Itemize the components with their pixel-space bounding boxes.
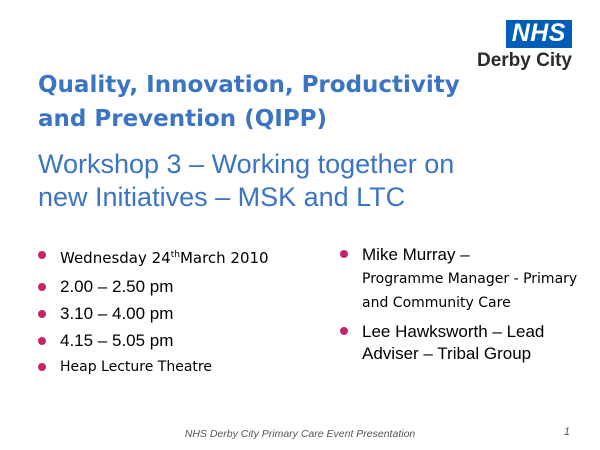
bullet-icon — [38, 251, 46, 259]
list-item — [38, 245, 308, 268]
page-number: 1 — [563, 426, 570, 438]
list-item — [38, 330, 308, 352]
bullet-icon — [38, 310, 46, 318]
venue-text: Heap Lecture Theatre — [60, 359, 212, 375]
nhs-logo — [477, 20, 572, 72]
slide-title — [38, 68, 508, 136]
list-item — [38, 303, 308, 325]
subtitle-line-1: Workshop 3 – Working together on — [38, 149, 455, 179]
subtitle-line-2: new Initiatives – MSK and LTC — [38, 182, 406, 212]
date-suffix: March 2010 — [179, 249, 269, 267]
session-time-3: 4.15 – 5.05 pm — [60, 331, 174, 350]
list-item — [38, 276, 308, 298]
title-line-1: Quality, Innovation, Productivity — [38, 72, 460, 98]
session-time-1: 2.00 – 2.50 pm — [60, 277, 174, 296]
bullet-icon — [340, 327, 348, 335]
list-item — [340, 321, 580, 365]
contacts-list — [340, 245, 580, 371]
slide-subtitle — [38, 148, 568, 214]
date-prefix: Wednesday 24 — [60, 249, 171, 267]
session-time-2: 3.10 – 4.00 pm — [60, 304, 174, 323]
person-1-name: Mike Murray – — [362, 245, 470, 264]
bullet-icon — [38, 337, 46, 345]
bullet-icon — [340, 250, 348, 258]
date-superscript: th — [170, 250, 180, 260]
list-item — [340, 245, 580, 315]
title-line-2: and Prevention (QIPP) — [38, 106, 328, 132]
nhs-logo-mark: NHS — [506, 20, 572, 48]
bullet-icon — [38, 363, 46, 371]
schedule-list — [38, 245, 308, 382]
bullet-icon — [38, 283, 46, 291]
person-2-text: Lee Hawksworth – Lead Adviser – Tribal Group — [362, 322, 545, 363]
footer-text: NHS Derby City Primary Care Event Presentation — [184, 428, 416, 440]
person-1-role: Programme Manager - Primary and Community Care — [362, 271, 578, 311]
list-item — [38, 357, 308, 377]
organisation-name: Derby City — [476, 50, 572, 71]
